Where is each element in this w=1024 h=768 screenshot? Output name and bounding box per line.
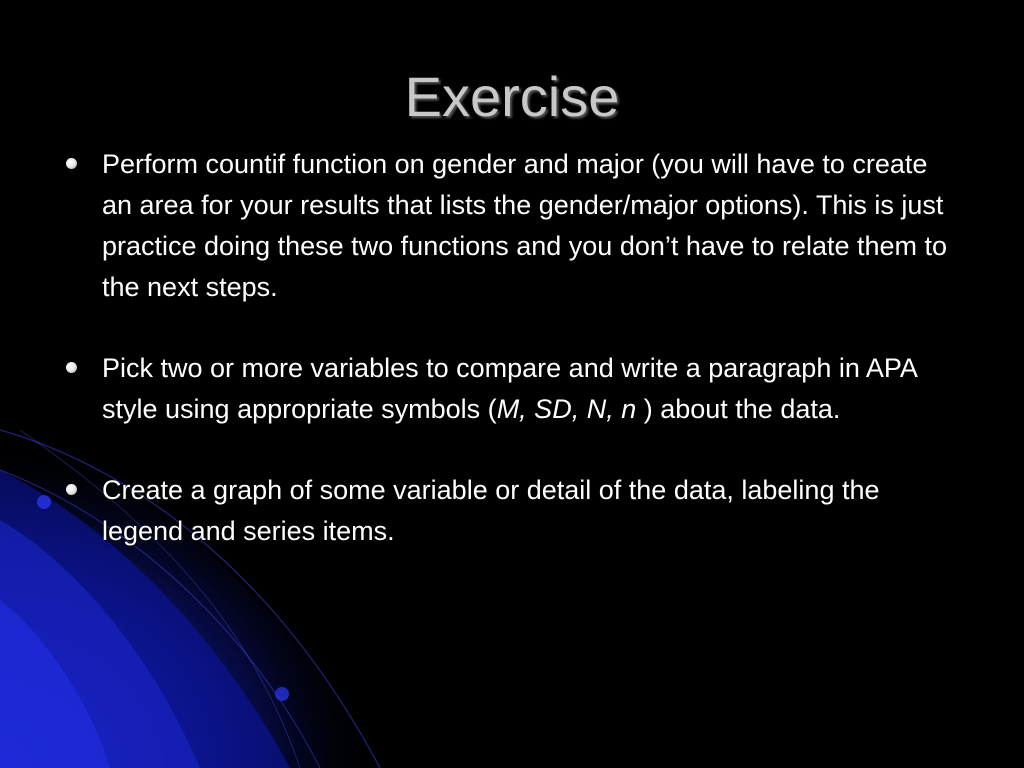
bullet-item xyxy=(62,470,962,552)
bullet-text-after: ) about the data. xyxy=(636,394,841,424)
bullet-text-before: Pick two or more variables to compare and write a paragraph in APA style using appropriate symbols ( xyxy=(102,353,917,424)
apa-symbols: M, SD, N, n xyxy=(496,394,637,424)
bullet-dot-icon xyxy=(66,484,77,495)
bullet-dot-icon xyxy=(66,158,77,169)
bullet-text: Perform countif function on gender and major (you will have to create an area for your results that lists the gender/major options). This is just practice doing these two functions and you don’t have to relate them to the next steps. xyxy=(102,149,948,302)
bullet-list xyxy=(62,144,962,552)
bullet-item xyxy=(62,144,962,308)
slide-title: Exercise xyxy=(404,65,620,128)
bullet-item xyxy=(62,348,962,430)
bullet-dot-icon xyxy=(66,362,77,373)
bullet-text: Create a graph of some variable or detail of the data, labeling the legend and series items. xyxy=(102,475,880,546)
